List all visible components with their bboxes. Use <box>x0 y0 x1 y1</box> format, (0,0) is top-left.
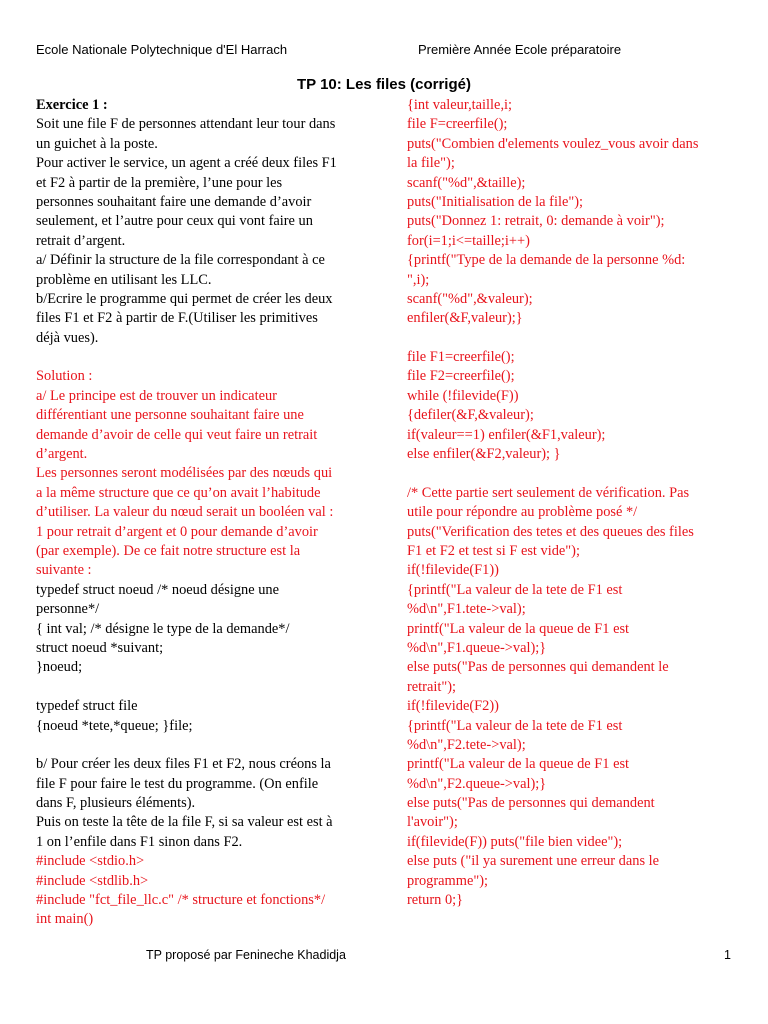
left-blank-line <box>36 736 366 755</box>
left-text-line: a/ Le principe est de trouver un indicateur <box>36 387 277 404</box>
left-text-line: suivante : <box>36 562 92 579</box>
left-text-line: Exercice 1 : <box>36 97 108 113</box>
left-text-line: a/ Définir la structure de la file correspondant à ce <box>36 252 325 269</box>
left-column <box>36 96 366 930</box>
left-text-line: (par exemple). De ce fait notre structure est la <box>36 542 301 559</box>
left-text-line: un guichet à la poste. <box>36 135 158 152</box>
right-text-line: file F=creerfile(); <box>407 116 508 133</box>
right-text-line: if(!filevide(F1)) <box>407 562 499 579</box>
left-text-line: Solution : <box>36 368 93 385</box>
left-text-line: #include <stdio.h> <box>36 853 145 870</box>
left-text-line: typedef struct noeud /* noeud désigne une <box>36 581 279 598</box>
left-text-line: }noeud; <box>36 659 83 676</box>
right-text-line: else puts("Pas de personnes qui demandent <box>407 795 655 812</box>
left-text-line: 1 on l’enfile dans F1 sinon dans F2. <box>36 833 243 850</box>
right-text-line: printf("La valeur de la queue de F1 est <box>407 756 630 773</box>
right-text-line: scanf("%d",&valeur); <box>407 290 533 307</box>
left-text-line: problème en utilisant les LLC. <box>36 271 212 288</box>
left-text-line: d’utiliser. La valeur du nœud serait un booléen val : <box>36 504 334 521</box>
right-text-line: if(!filevide(F2)) <box>407 698 499 715</box>
left-text-line: et F2 à partir de la première, l’une pour les <box>36 174 283 191</box>
right-text-line: F1 et F2 et test si F est vide"); <box>407 542 580 559</box>
right-text-line: %d\n",F2.queue->val);} <box>407 775 547 792</box>
left-text-line: déjà vues). <box>36 329 99 346</box>
left-text-line: #include "fct_file_llc.c" /* structure et fonctions*/ <box>36 892 326 909</box>
right-text-line: la file"); <box>407 155 455 172</box>
right-text-line: {printf("Type de la demande de la personne %d: <box>407 252 686 269</box>
left-text-line: seulement, et l’autre pour ceux qui vont faire un <box>36 213 313 230</box>
right-text-line: scanf("%d",&taille); <box>407 174 526 191</box>
right-text-line: enfiler(&F,valeur);} <box>407 310 523 327</box>
right-text-line: else puts("Pas de personnes qui demandent le <box>407 659 669 676</box>
left-blank-line <box>36 678 366 697</box>
page-title: TP 10: Les files (corrigé) <box>297 76 471 93</box>
right-text-line: puts("Combien d'elements voulez_vous avoir dans <box>407 135 699 152</box>
left-text-line: {noeud *tete,*queue; }file; <box>36 717 193 734</box>
left-text-line: Soit une file F de personnes attendant leur tour dans <box>36 116 336 133</box>
left-text-line: a la même structure que ce qu’on avait l’habitude <box>36 484 321 501</box>
right-blank-line <box>407 464 733 483</box>
left-text-line: demande d’avoir de celle qui veut faire un retrait <box>36 426 318 443</box>
header-class-level: Première Année Ecole préparatoire <box>418 42 622 57</box>
right-text-line: {printf("La valeur de la tete de F1 est <box>407 581 623 598</box>
right-text-line: retrait"); <box>407 678 457 695</box>
right-text-line: {defiler(&F,&valeur); <box>407 407 534 424</box>
left-text-line: Les personnes seront modélisées par des nœuds qui <box>36 465 333 482</box>
left-text-line: 1 pour retrait d’argent et 0 pour demande d’avoir <box>36 523 318 540</box>
right-text-line: /* Cette partie sert seulement de vérification. Pas <box>407 484 690 501</box>
right-blank-line <box>407 329 733 348</box>
left-text-line: Pour activer le service, un agent a créé deux files F1 <box>36 155 337 172</box>
left-text-line: struct noeud *suivant; <box>36 639 164 656</box>
left-text-line: d’argent. <box>36 446 88 463</box>
left-text-line: b/Ecrire le programme qui permet de créer les deux <box>36 290 333 307</box>
left-text-line: file F pour faire le test du programme. (On enfile <box>36 775 319 792</box>
left-text-line: int main() <box>36 911 94 928</box>
left-text-line: #include <stdlib.h> <box>36 872 149 889</box>
left-text-line: dans F, plusieurs éléments). <box>36 795 196 812</box>
right-text-line: else puts ("il ya surement une erreur dans le <box>407 853 660 870</box>
right-text-line: %d\n",F2.tete->val); <box>407 736 526 753</box>
left-text-line: b/ Pour créer les deux files F1 et F2, nous créons la <box>36 756 331 773</box>
right-text-line: printf("La valeur de la queue de F1 est <box>407 620 630 637</box>
left-text-line: différentiant une personne souhaitant faire une <box>36 407 304 424</box>
right-text-line: else enfiler(&F2,valeur); } <box>407 446 561 463</box>
left-text-line: Puis on teste la tête de la file F, si sa valeur est est à <box>36 814 333 831</box>
right-text-line: {int valeur,taille,i; <box>407 97 513 113</box>
right-column <box>407 96 733 910</box>
footer-author: TP proposé par Fenineche Khadidja <box>146 948 346 962</box>
right-text-line: programme"); <box>407 872 488 889</box>
left-text-line: personne*/ <box>36 601 100 618</box>
right-text-line: ",i); <box>407 271 430 288</box>
right-text-line: return 0;} <box>407 892 464 909</box>
right-text-line: file F2=creerfile(); <box>407 368 515 385</box>
right-text-line: while (!filevide(F)) <box>407 387 519 404</box>
footer-page-number: 1 <box>724 948 731 962</box>
right-text-line: for(i=1;i<=taille;i++) <box>407 232 530 249</box>
left-text-line: retrait d’argent. <box>36 232 126 249</box>
right-text-line: puts("Initialisation de la file"); <box>407 193 583 210</box>
right-text-line: %d\n",F1.queue->val);} <box>407 639 547 656</box>
right-text-line: puts("Verification des tetes et des queues des files <box>407 523 694 540</box>
right-text-line: puts("Donnez 1: retrait, 0: demande à voir"); <box>407 213 665 230</box>
left-text-line: personnes souhaitant faire une demande d’avoir <box>36 193 312 210</box>
right-text-line: {printf("La valeur de la tete de F1 est <box>407 717 623 734</box>
right-text-line: %d\n",F1.tete->val); <box>407 601 526 618</box>
right-text-line: if(filevide(F)) puts("file bien videe"); <box>407 833 623 850</box>
right-text-line: utile pour répondre au problème posé */ <box>407 504 638 521</box>
right-text-line: file F1=creerfile(); <box>407 349 515 366</box>
left-text-line: typedef struct file <box>36 698 138 715</box>
left-text-line: files F1 et F2 à partir de F.(Utiliser les primitives <box>36 310 318 327</box>
header-school-name: Ecole Nationale Polytechnique d'El Harrach <box>36 42 288 57</box>
left-text-line: { int val; /* désigne le type de la demande*/ <box>36 620 290 637</box>
right-text-line: l'avoir"); <box>407 814 458 831</box>
right-text-line: if(valeur==1) enfiler(&F1,valeur); <box>407 426 606 443</box>
left-blank-line <box>36 348 366 367</box>
